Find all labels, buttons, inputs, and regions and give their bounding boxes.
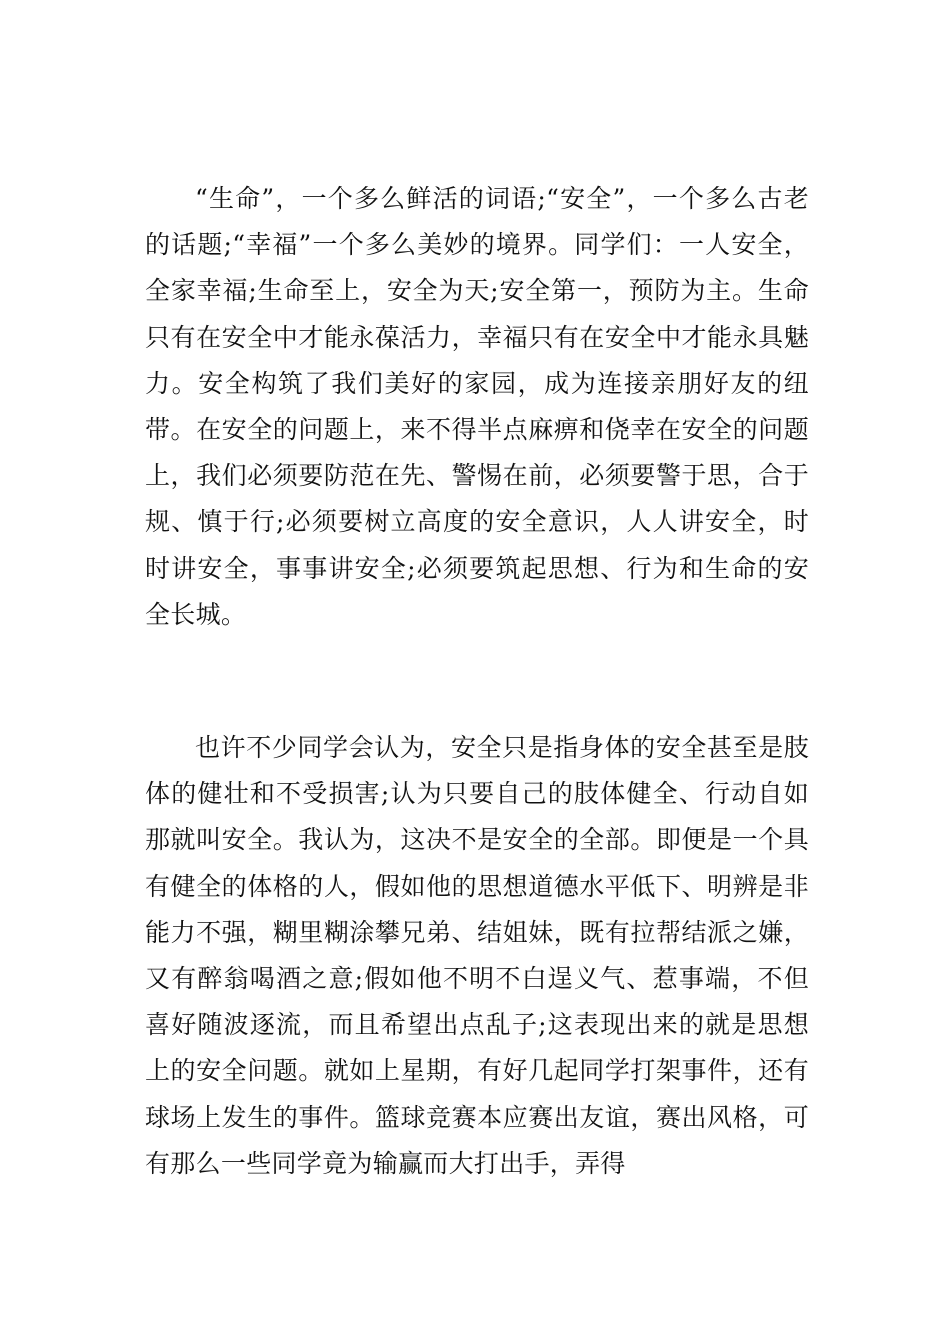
body-paragraph-1: “生命”，一个多么鲜活的词语;“安全”，一个多么古老的话题;“幸福”一个多么美妙的境界。同学们：一人安全，全家幸福;生命至上，安全为天;安全第一，预防为主。生命只有在安全中才能永葆活力，幸福只有在安全中才能永具魅力。安全构筑了我们美好的家园，成为连接亲朋好友的纽带。在安全的问题上，来不得半点麻痹和侥幸在安全的问题上，我们必须要防范在先、警惕在前，必须要警于思，合于规、慎于行;必须要树立高度的安全意识，人人讲安全，时时讲安全，事事讲安全;必须要筑起思想、行为和生命的安全长城。	[145, 184, 809, 629]
body-paragraph-2: 也许不少同学会认为，安全只是指身体的安全甚至是肢体的健壮和不受损害;认为只要自己的肢体健全、行动自如那就叫安全。我认为，这决不是安全的全部。即便是一个具有健全的体格的人，假如他的思想道德水平低下、明辨是非能力不强，糊里糊涂攀兄弟、结姐妹，既有拉帮结派之嫌，又有醉翁喝酒之意;假如他不明不白逞义气、惹事端，不但喜好随波逐流，而且希望出点乱子;这表现出来的就是思想上的安全问题。就如上星期，有好几起同学打架事件，还有球场上发生的事件。篮球竞赛本应赛出友谊，赛出风格，可有那么一些同学竟为输赢而大打出手，弄得	[145, 733, 809, 1178]
